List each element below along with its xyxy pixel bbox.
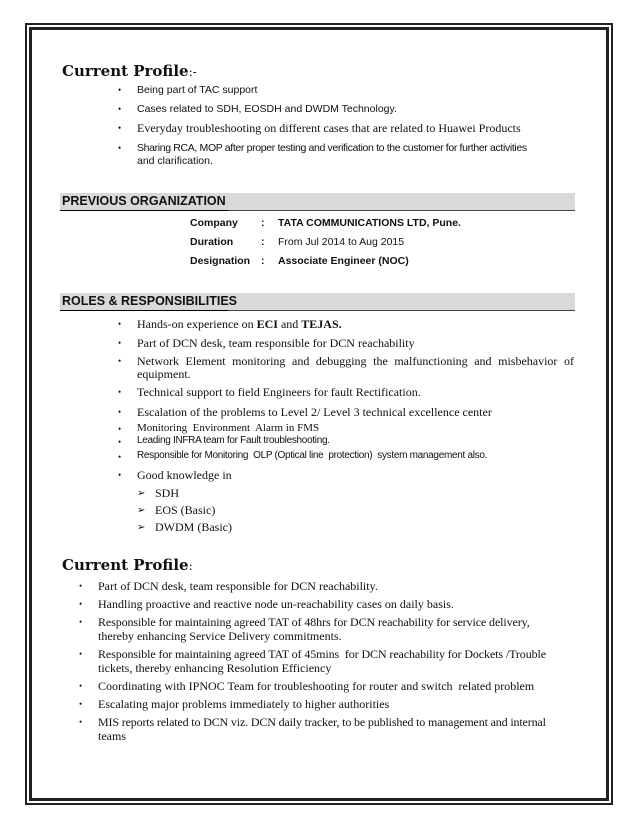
bold-text: TEJAS. (301, 317, 342, 331)
current-profile-2-suffix: : (188, 559, 193, 573)
list-item: Cases related to SDH, EOSDH and DWDM Technology. (137, 103, 397, 115)
list-item: Sharing RCA, MOP after proper testing and verification to the customer for further activities (137, 142, 527, 154)
bullet: • (118, 470, 122, 480)
sub-list-item: SDH (155, 486, 180, 500)
list-item-continuation: teams (98, 729, 126, 743)
text: and (277, 317, 302, 331)
org-value: From Jul 2014 to Aug 2015 (278, 236, 405, 248)
sub-list-item: EOS (Basic) (155, 503, 216, 517)
current-profile-2-heading (62, 556, 193, 574)
list-item: Everyday troubleshooting on different cases that are related to Huawei Products (137, 121, 521, 135)
bullet: • (118, 407, 122, 417)
list-item-continuation: and clarification. (137, 155, 213, 167)
bullet: • (79, 617, 83, 627)
bullet: • (118, 424, 122, 434)
bullet: • (79, 599, 83, 609)
list-item: Network Element monitoring and debugging the malfunctioning and misbehavior of (137, 354, 574, 368)
current-profile-title: Current Profile (62, 62, 189, 80)
text: Hands-on experience on (137, 317, 257, 331)
org-colon: : (261, 217, 265, 229)
list-item: MIS reports related to DCN viz. DCN daily tracker, to be published to management and internal (98, 715, 546, 729)
bullet: • (118, 387, 122, 397)
list-item: Responsible for maintaining agreed TAT of 45mins for DCN reachability for Dockets /Trouble (98, 647, 546, 661)
list-item: Leading INFRA team for Fault troubleshooting. (137, 435, 330, 446)
previous-organization-band (60, 193, 575, 211)
section-underline (60, 210, 228, 211)
list-item: Escalating major problems immediately to higher authorities (98, 697, 390, 711)
bullet: • (79, 699, 83, 709)
list-item (137, 317, 342, 332)
bullet: • (118, 104, 122, 114)
list-item: Responsible for maintaining agreed TAT of 48hrs for DCN reachability for service delivery, (98, 615, 530, 629)
list-item: Good knowledge in (137, 468, 232, 482)
bold-text: ECI (256, 317, 278, 331)
bullet: • (118, 356, 122, 366)
bullet: • (118, 123, 122, 133)
list-item: Technical support to field Engineers for fault Rectification. (137, 385, 421, 399)
list-item: Handling proactive and reactive node un-reachability cases on daily basis. (98, 597, 454, 611)
list-item-continuation: equipment. (137, 367, 191, 381)
arrow-bullet: ➢ (137, 488, 146, 499)
bullet: • (118, 319, 122, 329)
bullet: • (79, 649, 83, 659)
bullet: • (118, 338, 122, 348)
bullet: • (79, 581, 83, 591)
org-colon: : (261, 236, 265, 248)
bullet: • (118, 452, 122, 462)
current-profile-suffix: :- (188, 65, 197, 79)
roles-band (60, 293, 575, 311)
list-item: Part of DCN desk, team responsible for DCN reachability (137, 336, 415, 350)
list-item-continuation: thereby enhancing Service Delivery commitments. (98, 629, 342, 643)
current-profile-2-title: Current Profile (62, 556, 189, 574)
org-key: Duration (190, 236, 234, 248)
org-key: Company (190, 217, 238, 229)
bullet: • (118, 85, 122, 95)
arrow-bullet: ➢ (137, 522, 146, 533)
bullet: • (118, 143, 122, 153)
bullet: • (118, 437, 122, 447)
list-item: Responsible for Monitoring OLP (Optical line protection) system management also. (137, 450, 488, 461)
org-key: Designation (190, 255, 251, 267)
list-item: Part of DCN desk, team responsible for DCN reachability. (98, 579, 378, 593)
bullet: • (79, 681, 83, 691)
arrow-bullet: ➢ (137, 505, 146, 516)
list-item: Escalation of the problems to Level 2/ Level 3 technical excellence center (137, 405, 492, 419)
current-profile-heading (62, 62, 197, 80)
roles-title: ROLES & RESPONSIBILITIES (62, 294, 238, 308)
list-item: Monitoring Environment Alarm in FMS (137, 422, 320, 434)
org-value: Associate Engineer (NOC) (278, 255, 409, 267)
org-value: TATA COMMUNICATIONS LTD, Pune. (278, 217, 461, 229)
list-item: Being part of TAC support (137, 84, 258, 96)
previous-organization-title: PREVIOUS ORGANIZATION (62, 194, 226, 208)
section-underline (60, 310, 228, 311)
list-item-continuation: tickets, thereby enhancing Resolution Efficiency (98, 661, 332, 675)
sub-list-item: DWDM (Basic) (155, 520, 232, 534)
list-item: Coordinating with IPNOC Team for troubleshooting for router and switch related problem (98, 679, 535, 693)
org-colon: : (261, 255, 265, 267)
bullet: • (79, 717, 83, 727)
